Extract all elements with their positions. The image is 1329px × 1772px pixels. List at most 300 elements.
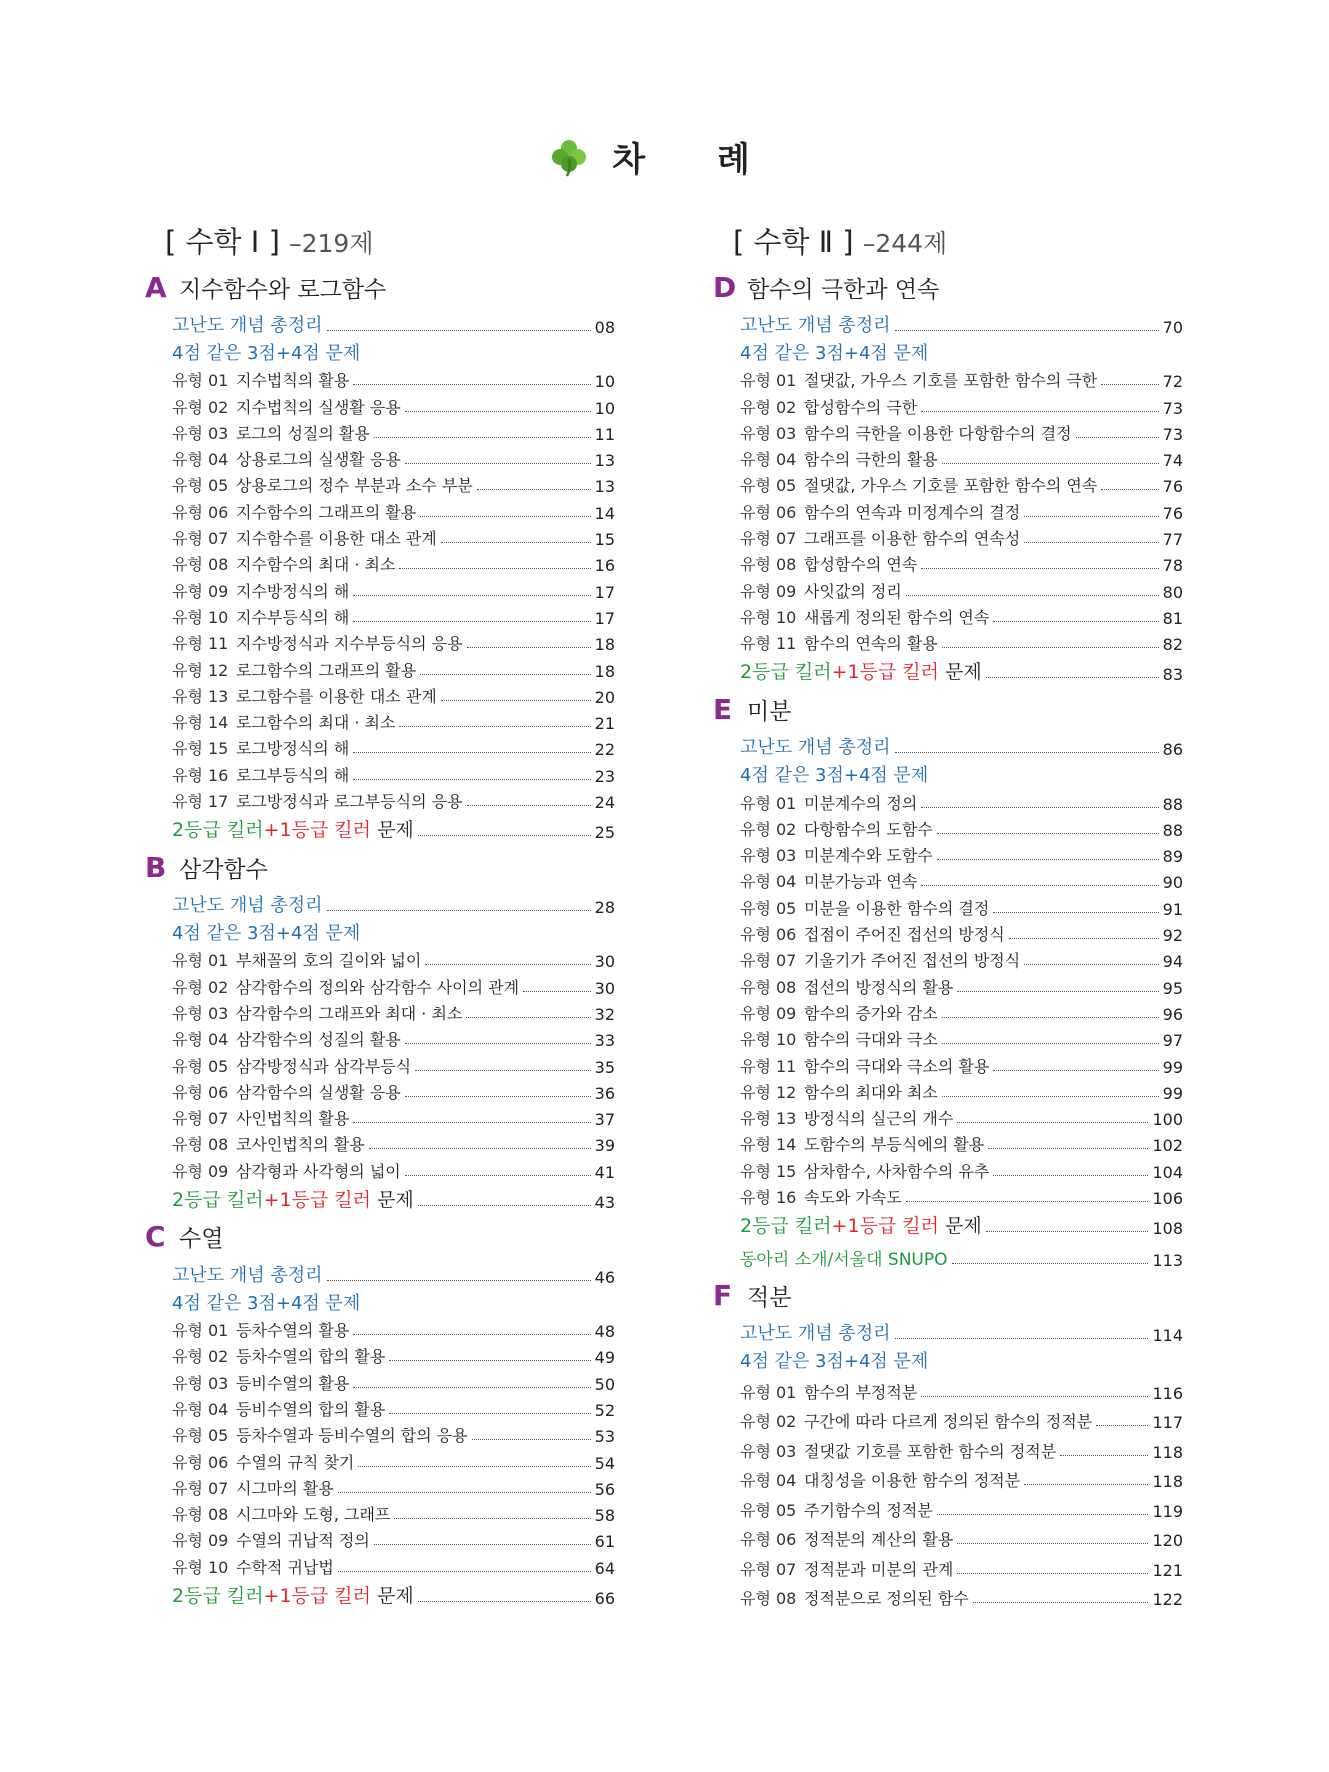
dot-leader: [353, 752, 590, 753]
type-tag: 유형 03: [172, 1003, 229, 1023]
type-title: 미분을 이용한 함수의 결정: [804, 898, 990, 918]
toc-entry-label: [172, 368, 349, 391]
dot-leader: [937, 833, 1159, 834]
killer-problems: 문제: [945, 1215, 982, 1238]
dot-leader: [895, 752, 1159, 753]
toc-entry[interactable]: [740, 945, 1183, 971]
concept-summary-entry[interactable]: [172, 306, 615, 337]
toc-entry[interactable]: [172, 391, 615, 417]
type-tag: 유형 02: [172, 1347, 229, 1367]
type-tag: 유형 06: [740, 925, 797, 945]
dot-leader: [353, 1387, 590, 1388]
type-tag: 유형 01: [172, 951, 229, 971]
type-tag: 유형 05: [740, 476, 797, 496]
killer-problems-entry[interactable]: [172, 812, 615, 842]
toc-entry[interactable]: [740, 1155, 1183, 1181]
type-title: 미분가능과 연속: [804, 872, 918, 892]
type-title: 등비수열의 합의 활용: [236, 1399, 386, 1419]
dot-leader: [1024, 964, 1158, 965]
toc-entry[interactable]: [172, 1367, 615, 1393]
killer-grade1: 1등급 킬러: [279, 1584, 372, 1607]
toc-entry-label: [740, 631, 938, 654]
dot-leader: [973, 1602, 1149, 1603]
dot-leader: [420, 516, 590, 517]
dot-leader: [327, 1280, 591, 1281]
toc-entry[interactable]: [740, 892, 1183, 918]
toc-entry[interactable]: [740, 470, 1183, 496]
killer-problems-entry[interactable]: [740, 1208, 1183, 1238]
toc-entry[interactable]: [172, 444, 615, 470]
dot-leader: [921, 807, 1158, 808]
killer-plus: +: [263, 1584, 280, 1607]
toc-entry-label: [740, 552, 917, 575]
toc-entry-label: [172, 1423, 468, 1446]
page-number: 13: [594, 477, 615, 497]
type-title: 상용로그의 정수 부분과 소수 부분: [236, 476, 473, 496]
page-number: 119: [1152, 1501, 1183, 1521]
type-tag: 유형 02: [172, 397, 229, 417]
killer-problems-entry[interactable]: [740, 654, 1183, 684]
toc-entry[interactable]: [740, 575, 1183, 601]
page-number: 82: [1162, 635, 1183, 655]
page-number: 39: [594, 1136, 615, 1156]
toc-entry[interactable]: [172, 418, 615, 444]
toc-entry[interactable]: [740, 1432, 1183, 1462]
chapter-heading: [145, 268, 615, 306]
dot-leader: [993, 1070, 1158, 1071]
toc-entry[interactable]: [740, 1050, 1183, 1076]
type-title: 구간에 따라 다르게 정의된 함수의 정적분: [804, 1412, 1093, 1432]
type-title: 함수의 연속의 활용: [804, 634, 938, 654]
toc-entry[interactable]: [172, 998, 615, 1024]
toc-entry[interactable]: [172, 1077, 615, 1103]
type-title: 속도와 가속도: [804, 1188, 902, 1208]
dot-leader: [338, 1492, 591, 1493]
type-tag: 유형 01: [740, 793, 797, 813]
chapter-title: 함수의 극한과 연속: [747, 276, 940, 303]
dot-leader: [405, 1043, 591, 1044]
page-number: 66: [594, 1588, 615, 1608]
page-number: 86: [1162, 740, 1183, 760]
type-tag: 유형 01: [740, 1382, 797, 1402]
page-number: 11: [594, 424, 615, 444]
page-number: 113: [1152, 1251, 1183, 1271]
toc-entry[interactable]: [172, 681, 615, 707]
type-title: 수열의 귀납적 정의: [236, 1531, 370, 1551]
section-subheading: 4점 같은 3점+4점 문제: [172, 343, 361, 364]
page-number: 117: [1152, 1413, 1183, 1433]
toc-entry-label: [172, 526, 437, 549]
dot-leader: [1101, 489, 1158, 490]
dot-leader: [942, 1096, 1159, 1097]
page-number: 22: [594, 740, 615, 760]
killer-problems: 문제: [377, 1584, 414, 1607]
toc-entry-label: [740, 473, 1097, 496]
page-number: 48: [594, 1322, 615, 1342]
toc-entry[interactable]: [740, 866, 1183, 892]
concept-summary-entry[interactable]: [740, 1314, 1183, 1345]
toc-entry-label: [740, 1380, 917, 1403]
toc-entry-label: [740, 922, 1005, 945]
type-title: 접점이 주어진 접선의 방정식: [804, 925, 1005, 945]
toc-entry-label: [172, 421, 370, 444]
section-subheading: 4점 같은 3점+4점 문제: [740, 765, 929, 787]
toc-entry[interactable]: [172, 945, 615, 971]
toc-entry[interactable]: [740, 365, 1183, 391]
type-title: 기울기가 주어진 접선의 방정식: [804, 951, 1021, 971]
toc-entry[interactable]: [740, 1373, 1183, 1403]
type-title: 합성함수의 연속: [804, 555, 918, 575]
toc-entry[interactable]: [740, 418, 1183, 444]
toc-entry[interactable]: [740, 628, 1183, 654]
page-number: 10: [594, 398, 615, 418]
type-tag: 유형 13: [740, 1109, 797, 1129]
type-title: 함수의 극대와 극소: [804, 1030, 938, 1050]
killer-plus: +: [831, 661, 848, 684]
killer-label: [740, 657, 982, 684]
type-tag: 유형 04: [172, 1399, 229, 1419]
toc-entry-label: [172, 684, 437, 707]
toc-entry[interactable]: [740, 1462, 1183, 1492]
toc-entry[interactable]: [740, 391, 1183, 417]
toc-entry-label: [172, 1159, 401, 1182]
toc-entry-label: [172, 948, 421, 971]
type-title: 로그방정식의 해: [236, 739, 350, 759]
type-tag: 유형 03: [172, 1373, 229, 1393]
type-tag: 유형 06: [172, 1082, 229, 1102]
toc-entry[interactable]: [740, 1550, 1183, 1580]
toc-entry[interactable]: [172, 365, 615, 391]
page-number: 70: [1162, 318, 1183, 337]
toc-entry[interactable]: [740, 919, 1183, 945]
type-title: 삼각함수의 그래프와 최대 · 최소: [236, 1003, 463, 1023]
killer-problems: 문제: [377, 1188, 414, 1211]
toc-entry[interactable]: [740, 787, 1183, 813]
type-tag: 유형 10: [172, 607, 229, 627]
type-tag: 유형 07: [172, 1478, 229, 1498]
toc-entry[interactable]: [740, 1129, 1183, 1155]
type-tag: 유형 04: [172, 450, 229, 470]
type-tag: 유형 14: [172, 713, 229, 733]
toc-entry[interactable]: [740, 840, 1183, 866]
concept-summary-entry[interactable]: [172, 1256, 615, 1287]
toc-entry[interactable]: [172, 1315, 615, 1341]
page-number: 76: [1162, 503, 1183, 523]
type-tag: 유형 07: [172, 529, 229, 549]
type-title: 삼각방정식과 삼각부등식: [236, 1056, 412, 1076]
page-number: 72: [1162, 372, 1183, 392]
page-number: 18: [594, 635, 615, 655]
chapter-title: 미분: [747, 698, 792, 725]
page-title-block: [0, 132, 1329, 181]
type-title: 사잇값의 정리: [804, 581, 902, 601]
page-number: 25: [594, 823, 615, 843]
type-tag: 유형 10: [172, 1557, 229, 1577]
toc-entry-label: [740, 447, 938, 470]
toc-entry[interactable]: [172, 1525, 615, 1551]
dot-leader: [1076, 437, 1159, 438]
page-number: 33: [594, 1031, 615, 1051]
type-tag: 유형 01: [172, 1321, 229, 1341]
left-column: [145, 222, 615, 1608]
dot-leader: [418, 835, 591, 836]
club-intro-entry[interactable]: [740, 1238, 1183, 1270]
toc-entry-label: [740, 1557, 953, 1580]
dot-leader: [993, 621, 1158, 622]
type-tag: 유형 06: [172, 502, 229, 522]
killer-problems-entry[interactable]: [172, 1578, 615, 1608]
type-tag: 유형 04: [740, 872, 797, 892]
type-tag: 유형 12: [740, 1082, 797, 1102]
killer-grade2: 2등급 킬러: [172, 1584, 264, 1607]
toc-entry[interactable]: [740, 1182, 1183, 1208]
dot-leader: [895, 1338, 1149, 1339]
type-title: 지수부등식의 해: [236, 607, 350, 627]
toc-entry[interactable]: [740, 1077, 1183, 1103]
killer-problems-entry[interactable]: [172, 1182, 615, 1212]
toc-entry[interactable]: [172, 786, 615, 812]
type-title: 다항함수의 도함수: [804, 819, 933, 839]
concept-summary-entry[interactable]: [740, 728, 1183, 759]
toc-entry[interactable]: [172, 549, 615, 575]
type-tag: 유형 09: [172, 1161, 229, 1181]
type-tag: 유형 05: [172, 1056, 229, 1076]
toc-entry[interactable]: [740, 444, 1183, 470]
page-number: 77: [1162, 530, 1183, 550]
type-title: 부채꼴의 호의 길이와 넓이: [236, 951, 422, 971]
killer-grade2: 2등급 킬러: [172, 1188, 264, 1211]
type-tag: 유형 02: [740, 397, 797, 417]
type-tag: 유형 11: [740, 1056, 797, 1076]
club-intro-entry-label: 동아리 소개/서울대 SNUPO: [740, 1250, 948, 1271]
dot-leader: [993, 1175, 1148, 1176]
type-title: 지수법칙의 활용: [236, 371, 350, 391]
chapter-letter: B: [145, 850, 167, 884]
page-number: 17: [594, 582, 615, 602]
toc-entry[interactable]: [172, 1129, 615, 1155]
type-title: 그래프를 이용한 함수의 연속성: [804, 529, 1021, 549]
killer-plus: +: [263, 1188, 280, 1211]
type-title: 코사인법칙의 활용: [236, 1135, 365, 1155]
toc-entry[interactable]: [740, 549, 1183, 575]
dot-leader: [338, 1571, 591, 1572]
toc-entry[interactable]: [740, 1403, 1183, 1433]
type-title: 시그마와 도형, 그래프: [236, 1505, 391, 1525]
dot-leader: [957, 1122, 1148, 1123]
toc-entry-label: [740, 869, 917, 892]
toc-entry-label: [172, 500, 416, 523]
type-title: 지수함수를 이용한 대소 관계: [236, 529, 437, 549]
type-title: 미분계수와 도함수: [804, 846, 933, 866]
page-number: 88: [1162, 794, 1183, 814]
toc-entry-label: [740, 1132, 984, 1155]
type-tag: 유형 15: [172, 739, 229, 759]
page-number: 35: [594, 1057, 615, 1077]
toc-entry[interactable]: [172, 759, 615, 785]
toc-entry-label: [172, 1397, 385, 1420]
toc-entry-label: [172, 1450, 354, 1473]
toc-entry[interactable]: [172, 628, 615, 654]
type-title: 접선의 방정식의 활용: [804, 977, 954, 997]
page-number: 21: [594, 714, 615, 734]
toc-entry-label: [740, 1498, 933, 1521]
toc-entry[interactable]: [740, 998, 1183, 1024]
dot-leader: [1101, 384, 1158, 385]
toc-entry[interactable]: [172, 654, 615, 680]
dot-leader: [986, 677, 1159, 678]
toc-entry-label: [172, 789, 463, 812]
type-title: 함수의 극한의 활용: [804, 450, 938, 470]
type-title: 로그의 성질의 활용: [236, 423, 370, 443]
toc-entry[interactable]: [172, 1024, 615, 1050]
toc-entry-label: [740, 1468, 1020, 1491]
toc-entry[interactable]: [740, 814, 1183, 840]
killer-plus: +: [263, 819, 280, 842]
toc-entry[interactable]: [740, 1103, 1183, 1129]
page-number: 73: [1162, 424, 1183, 444]
toc-entry[interactable]: [740, 1491, 1183, 1521]
subject-bracket-close: ]: [268, 225, 280, 259]
page-number: 16: [594, 556, 615, 576]
toc-entry[interactable]: [172, 1446, 615, 1472]
type-tag: 유형 10: [740, 607, 797, 627]
type-tag: 유형 16: [172, 765, 229, 785]
page-number: 120: [1152, 1531, 1183, 1551]
chapter-title: 수열: [179, 1226, 224, 1253]
toc-entry[interactable]: [172, 1394, 615, 1420]
toc-entry-label: [740, 817, 933, 840]
type-tag: 유형 06: [172, 1452, 229, 1472]
page-number: 116: [1152, 1383, 1183, 1403]
concept-summary-entry[interactable]: [740, 306, 1183, 337]
toc-entry[interactable]: [740, 1521, 1183, 1551]
subject-bracket-close: ]: [842, 225, 854, 259]
dot-leader: [523, 991, 591, 992]
type-tag: 유형 07: [740, 529, 797, 549]
page-number: 91: [1162, 899, 1183, 919]
type-tag: 유형 02: [172, 977, 229, 997]
toc-entry[interactable]: [172, 602, 615, 628]
toc-entry[interactable]: [172, 1420, 615, 1446]
toc-entry-label: [172, 763, 349, 786]
dot-leader: [418, 1205, 591, 1206]
toc-entry-label: [172, 1344, 385, 1367]
page-number: 28: [594, 898, 615, 918]
toc-entry[interactable]: [740, 523, 1183, 549]
dot-leader: [1024, 1484, 1148, 1485]
dot-leader: [327, 330, 591, 331]
type-tag: 유형 09: [172, 581, 229, 601]
toc-entry-label: [740, 395, 917, 418]
dot-leader: [467, 805, 591, 806]
killer-label: [172, 1185, 414, 1212]
dot-leader: [942, 1043, 1159, 1044]
page-number: 99: [1162, 1057, 1183, 1077]
toc-entry-label: [740, 1080, 938, 1103]
type-title: 삼각함수의 정의와 삼각함수 사이의 관계: [236, 977, 520, 997]
dot-leader: [937, 1514, 1149, 1515]
type-tag: 유형 08: [172, 1135, 229, 1155]
type-title: 방정식의 실근의 개수: [804, 1109, 954, 1129]
toc-entry[interactable]: [172, 1499, 615, 1525]
type-tag: 유형 09: [740, 581, 797, 601]
toc-entry[interactable]: [172, 971, 615, 997]
subject-heading: [165, 222, 615, 262]
page-number: 95: [1162, 978, 1183, 998]
toc-entry[interactable]: [172, 575, 615, 601]
page-number: 61: [594, 1532, 615, 1552]
dot-leader: [942, 463, 1159, 464]
concept-summary-entry-label: 고난도 개념 총정리: [172, 1264, 323, 1286]
toc-entry-label: [172, 658, 416, 681]
right-column: [713, 222, 1183, 1609]
type-tag: 유형 07: [740, 1559, 797, 1579]
chapter-letter: C: [145, 1220, 166, 1254]
page-number: 30: [594, 952, 615, 972]
dot-leader: [988, 1148, 1148, 1149]
dot-leader: [441, 542, 591, 543]
toc-entry[interactable]: [172, 1341, 615, 1367]
toc-entry-label: [740, 500, 1020, 523]
type-tag: 유형 08: [740, 977, 797, 997]
toc-entry[interactable]: [172, 470, 615, 496]
toc-entry[interactable]: [172, 1473, 615, 1499]
type-title: 등비수열의 활용: [236, 1373, 350, 1393]
page-number: 118: [1152, 1442, 1183, 1462]
toc-entry-label: [740, 421, 1072, 444]
type-title: 대칭성을 이용한 함수의 정적분: [804, 1471, 1021, 1491]
toc-entry-label: [172, 1106, 349, 1129]
chapter-heading: [713, 1276, 1183, 1314]
page-number: 13: [594, 451, 615, 471]
toc-entry[interactable]: [740, 496, 1183, 522]
toc-entry[interactable]: [172, 733, 615, 759]
dot-leader: [369, 1148, 591, 1149]
toc-entry-label: [172, 473, 473, 496]
toc-entry[interactable]: [172, 523, 615, 549]
toc-entry[interactable]: [172, 1155, 615, 1181]
dot-leader: [374, 1544, 591, 1545]
toc-entry[interactable]: [172, 1050, 615, 1076]
toc-entry[interactable]: [172, 1103, 615, 1129]
toc-entry[interactable]: [172, 707, 615, 733]
killer-grade1: 1등급 킬러: [279, 819, 372, 842]
dot-leader: [353, 595, 590, 596]
dot-leader: [466, 1017, 590, 1018]
dot-leader: [358, 1466, 590, 1467]
concept-summary-entry[interactable]: [172, 886, 615, 917]
type-tag: 유형 02: [740, 1412, 797, 1432]
dot-leader: [353, 779, 590, 780]
killer-problems: 문제: [945, 661, 982, 684]
dot-leader: [921, 411, 1158, 412]
type-tag: 유형 16: [740, 1188, 797, 1208]
page-number: 90: [1162, 873, 1183, 893]
page-number: 106: [1152, 1189, 1183, 1209]
toc-entry[interactable]: [740, 971, 1183, 997]
dot-leader: [1060, 1455, 1148, 1456]
toc-entry[interactable]: [740, 1024, 1183, 1050]
toc-entry[interactable]: [740, 602, 1183, 628]
toc-entry-label: [172, 1132, 365, 1155]
toc-entry-label: [740, 975, 953, 998]
toc-entry[interactable]: [172, 1551, 615, 1577]
chapter-heading: [713, 690, 1183, 728]
toc-entry[interactable]: [740, 1580, 1183, 1610]
toc-entry[interactable]: [172, 496, 615, 522]
page-number: 56: [594, 1479, 615, 1499]
toc-entry-label: [740, 368, 1097, 391]
